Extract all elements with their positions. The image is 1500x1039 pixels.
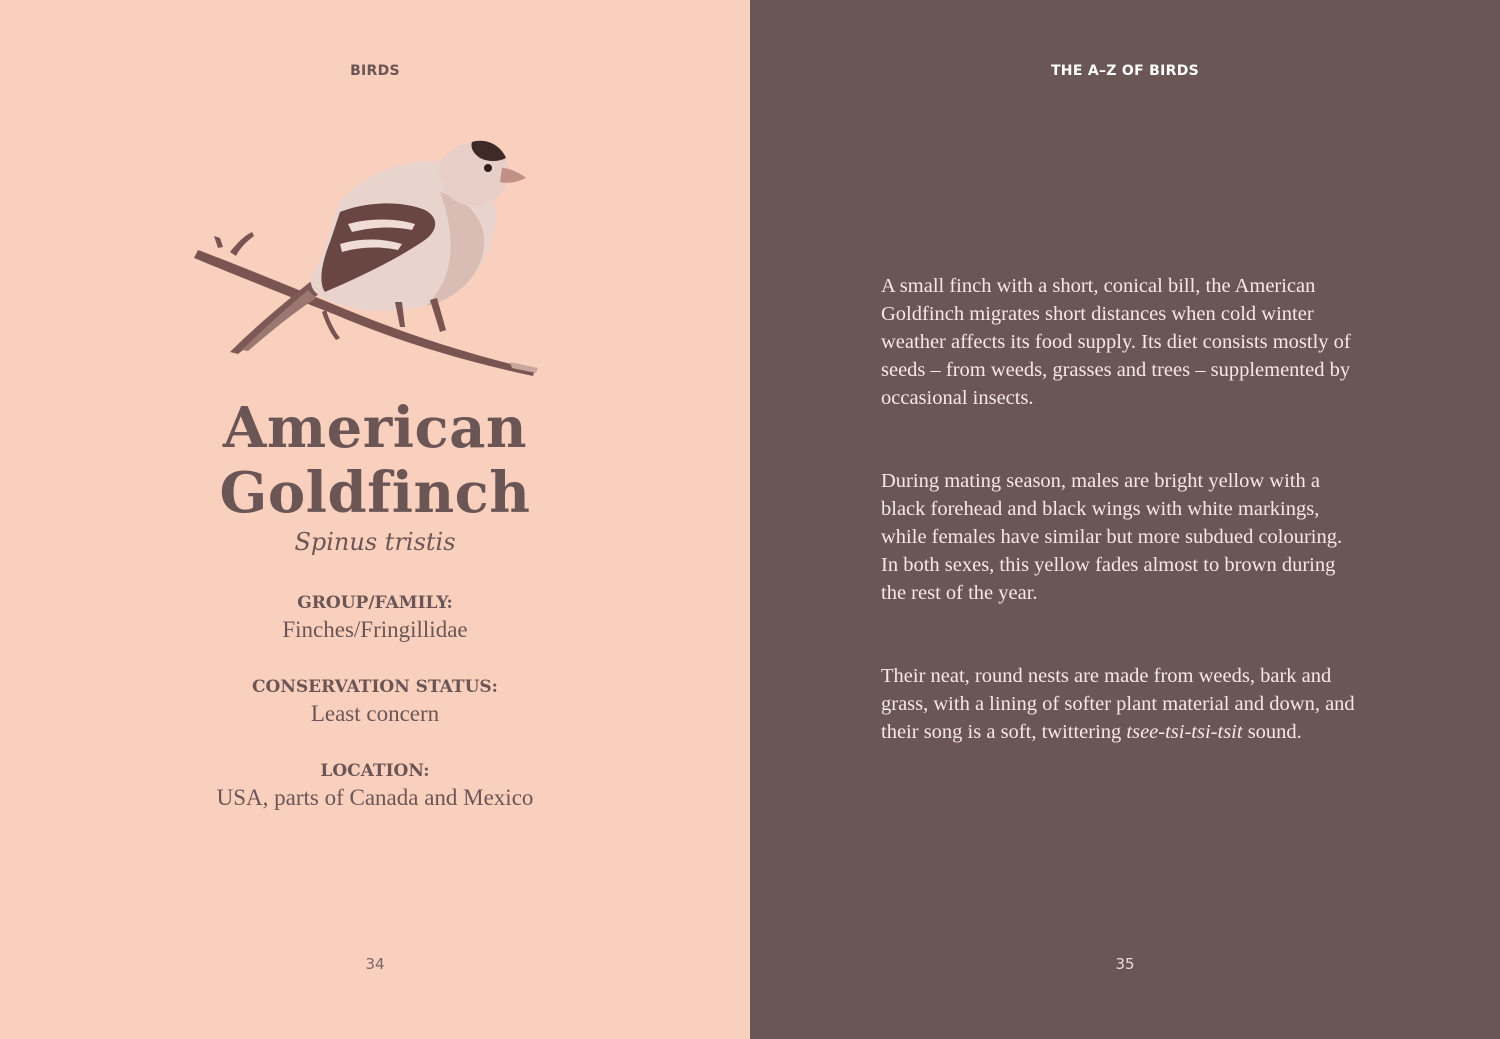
paragraph-text: sound. [1242,721,1302,743]
fact-value: Least concern [310,701,440,726]
scientific-name: Spinus tristis [294,528,456,556]
body-paragraph-1: A small finch with a short, conical bill, the American Goldfinch migrates short distances when cold winter weather affects its food supply. Its diet consists mostly of seeds – from weeds, grasses and trees – supplemented by occasional insects. [881,275,1351,409]
goldfinch-illustration [190,132,550,382]
right-page [750,0,1500,1039]
page-number-left: 34 [365,955,385,973]
page-number-right: 35 [1115,955,1135,973]
beak [500,168,526,183]
eye [484,164,492,172]
fact-location [0,758,750,811]
fact-label: CONSERVATION STATUS: [252,677,498,697]
fact-label: GROUP/FAMILY: [297,593,453,613]
body-paragraph-2: During mating season, males are bright yellow with a black forehead and black wings with white markings, while females have similar but more subdued colouring. In both sexes, this yellow fades almost to brown during the rest of the year. [881,470,1343,604]
fact-value: Finches/Fringillidae [282,617,468,642]
fact-label: LOCATION: [320,761,430,781]
title-line-2: Goldfinch [219,460,531,526]
title-line-1: American [222,395,528,461]
paragraph-text: Their neat, round nests are made from weeds, bark and grass, with a lining of softer plant material and down, and their song is a soft, twittering [881,665,1355,743]
fact-group-family [0,590,750,643]
body-paragraph-3 [881,662,1361,746]
running-head-left: BIRDS [350,63,400,79]
fact-conservation-status [0,674,750,727]
song-phonetic: tsee-tsi-tsi-tsit [1126,721,1243,743]
running-head-right: THE A–Z OF BIRDS [1050,63,1200,79]
species-title [0,396,750,526]
fact-value: USA, parts of Canada and Mexico [216,785,534,810]
